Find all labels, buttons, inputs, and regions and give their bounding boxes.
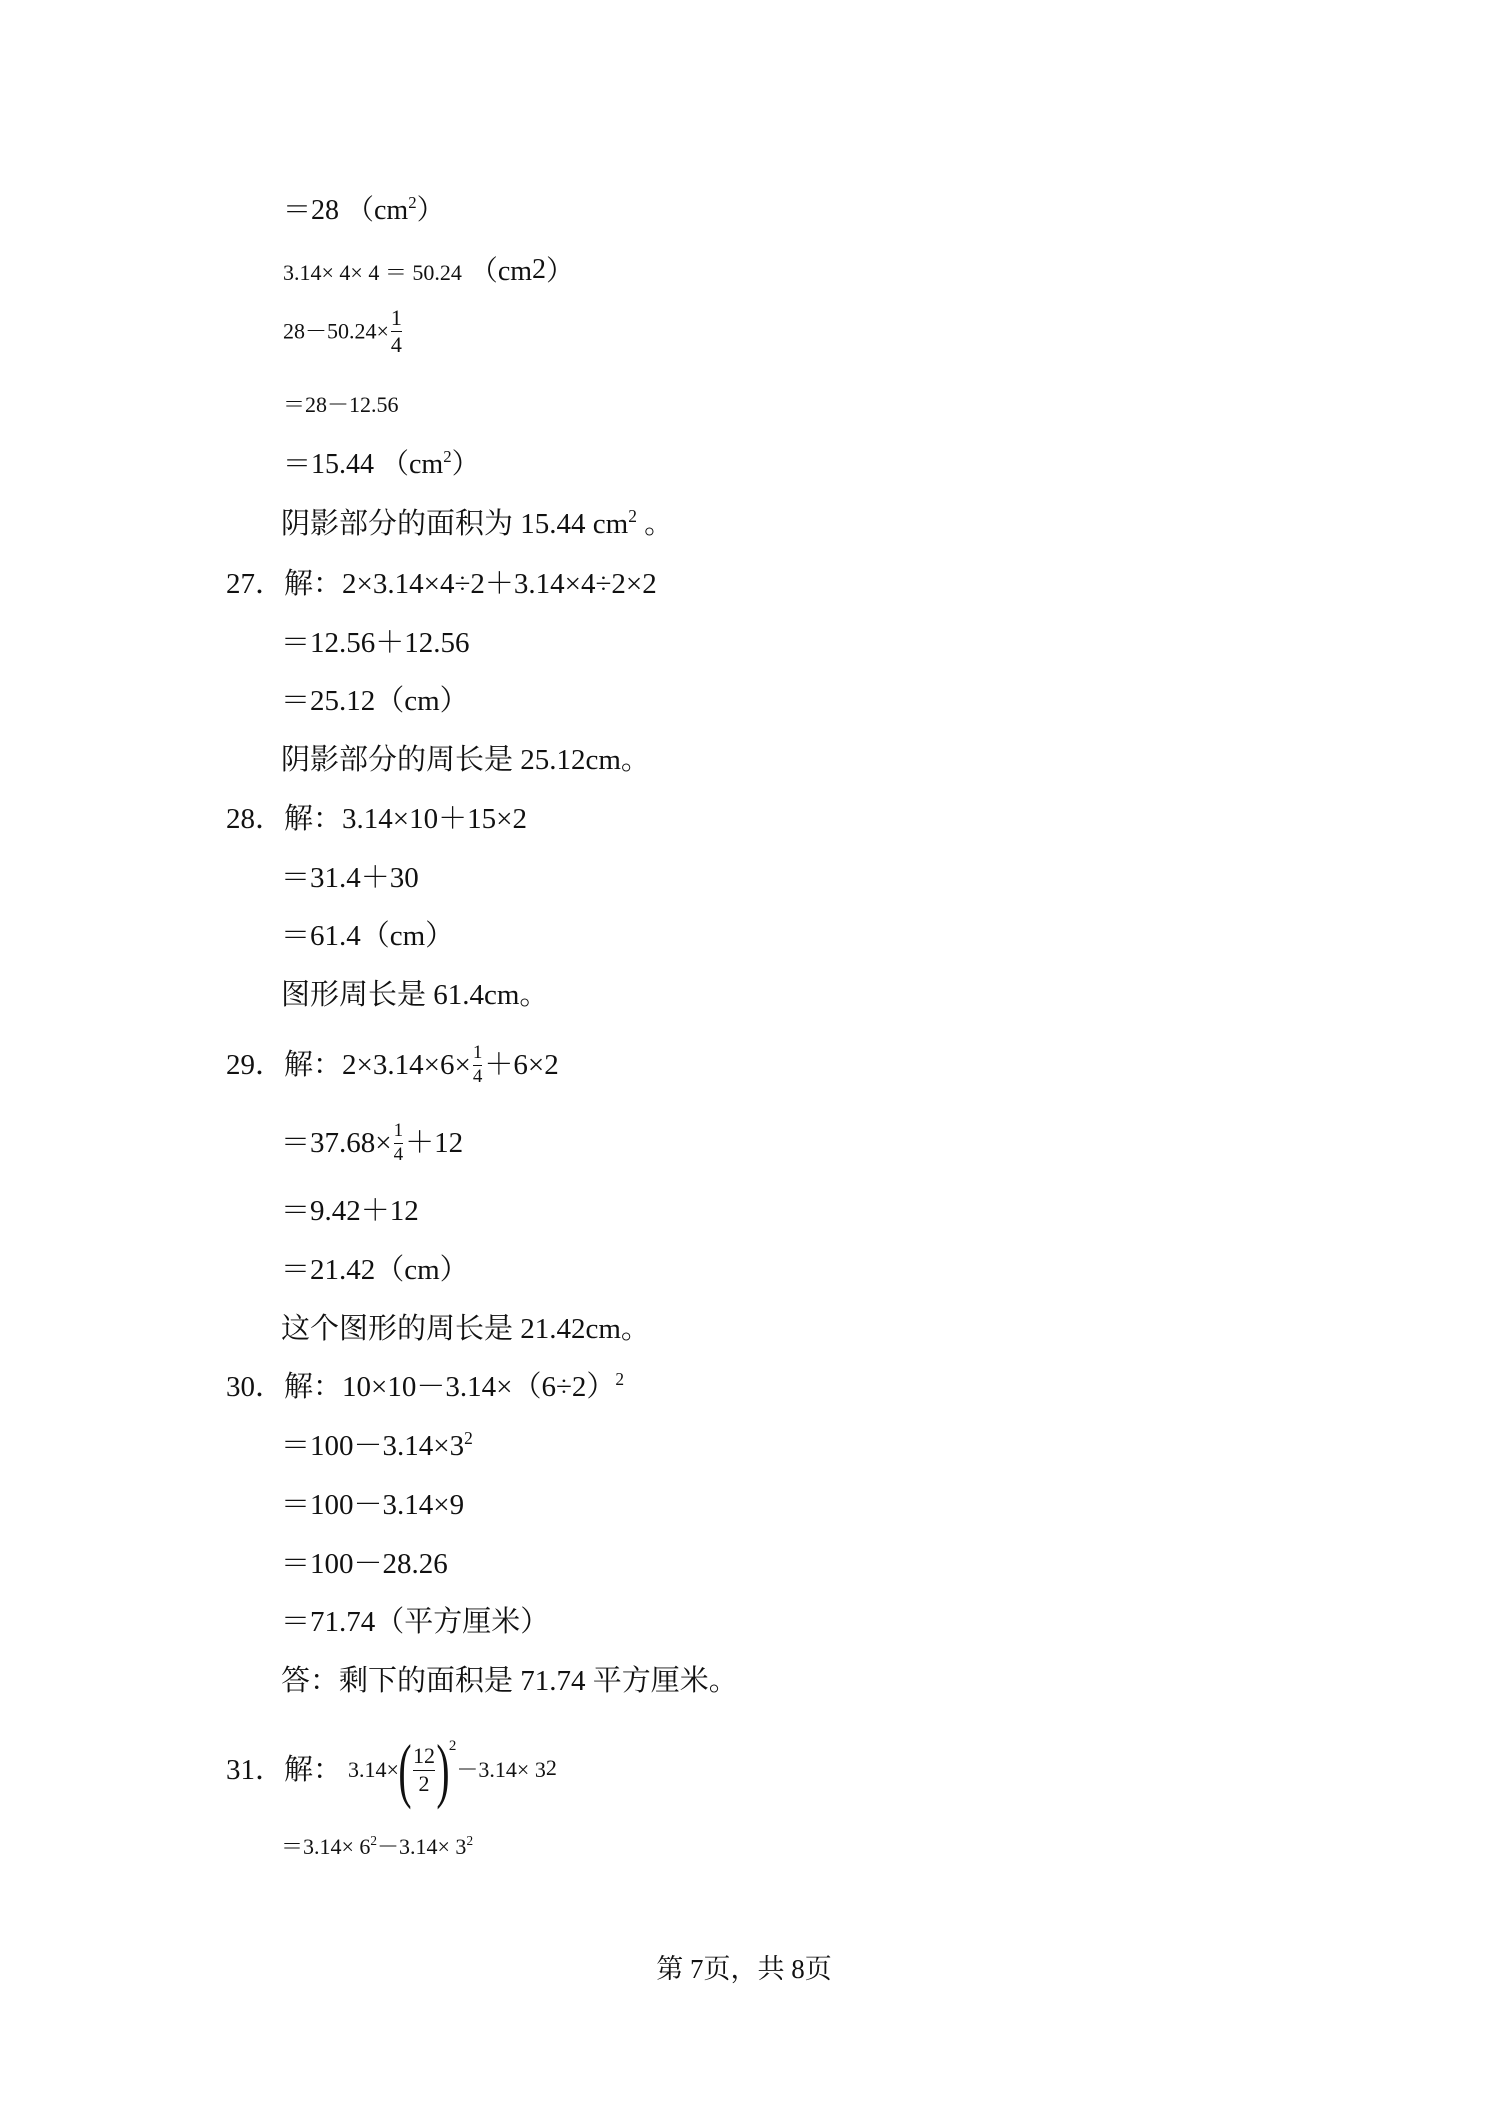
fraction-one-quarter: $\frac{1}{4}$ bbox=[393, 1120, 404, 1165]
q30-step4: ＝71.74（平方厘米） bbox=[281, 1606, 550, 1638]
right-parenthesis: ) bbox=[436, 1730, 450, 1810]
q27-answer: 阴影部分的周长是 25.12cm。 bbox=[281, 744, 650, 776]
q26-line-circle-area: 3.14× 4× 4 ＝ 50.24 $(cm^2)$ bbox=[283, 254, 575, 287]
question-number: 27． bbox=[226, 568, 285, 600]
q28-header: 28．解：3.14×10＋15×2 bbox=[226, 803, 527, 835]
page-footer: 第 7页，共 8页 bbox=[656, 1954, 832, 1984]
question-number: 30． bbox=[226, 1371, 285, 1403]
question-number: 31． bbox=[226, 1753, 285, 1786]
q31-header: 31． 解： 3.14× ( $\frac{12}{2}$ ) 2 －3.14× 3 $^2$ bbox=[226, 1730, 557, 1810]
q29-step3: ＝21.42（cm） bbox=[281, 1254, 469, 1286]
q29-step2: ＝9.42＋12 bbox=[281, 1195, 419, 1227]
q29-header: 29．解：2×3.14×6× $\frac{1}{4}$ ＋6×2 bbox=[226, 1042, 559, 1087]
q30-step1: $=100-3.14\times 3^2$ bbox=[281, 1428, 473, 1462]
q28-step2: ＝61.4（cm） bbox=[281, 920, 455, 952]
q26-line-result: ＝15.44 $(cm^2)$ bbox=[283, 447, 480, 480]
fraction-one-quarter: $\frac{1}{4}$ bbox=[472, 1042, 483, 1087]
question-number: 28． bbox=[226, 803, 285, 835]
q28-step1: ＝31.4＋30 bbox=[281, 862, 419, 894]
fraction-one-quarter: $\frac{1}{4}$ bbox=[390, 305, 402, 358]
q26-answer: 阴影部分的面积为 15.44 $cm^2$ 。 bbox=[281, 506, 674, 540]
q27-header: 27．解：2×3.14×4÷2＋3.14×4÷2×2 bbox=[226, 568, 657, 600]
q29-answer: 这个图形的周长是 21.42cm。 bbox=[281, 1313, 650, 1345]
q27-step2: ＝25.12（cm） bbox=[281, 685, 469, 717]
q29-step1: ＝37.68× $\frac{1}{4}$ ＋12 bbox=[281, 1120, 464, 1165]
q28-answer: 图形周长是 61.4cm。 bbox=[281, 979, 549, 1011]
q26-line-28: ＝28 $(cm^2)$ bbox=[283, 193, 445, 226]
q27-step1: ＝12.56＋12.56 bbox=[281, 627, 470, 659]
q30-step2: ＝100－3.14×9 bbox=[281, 1489, 465, 1521]
q30-answer: 答：剩下的面积是 71.74 平方厘米。 bbox=[281, 1665, 738, 1697]
q30-header: 30．解：$10\times 10-3.14\times(6\div 2)^2$ bbox=[226, 1369, 625, 1403]
q30-step3: ＝100－28.26 bbox=[281, 1548, 448, 1580]
q26-line-28-minus: ＝28－12.56 bbox=[283, 392, 399, 417]
question-number: 29． bbox=[226, 1048, 285, 1081]
q31-step1: $=3.14\times 6^2-3.14\times 3^2$ bbox=[281, 1833, 474, 1859]
left-parenthesis: ( bbox=[398, 1730, 412, 1810]
fraction-twelve-halves: $\frac{12}{2}$ bbox=[412, 1743, 435, 1796]
q26-line-subtract-quarter: 28－50.24× $\frac{1}{4}$ bbox=[283, 305, 402, 358]
